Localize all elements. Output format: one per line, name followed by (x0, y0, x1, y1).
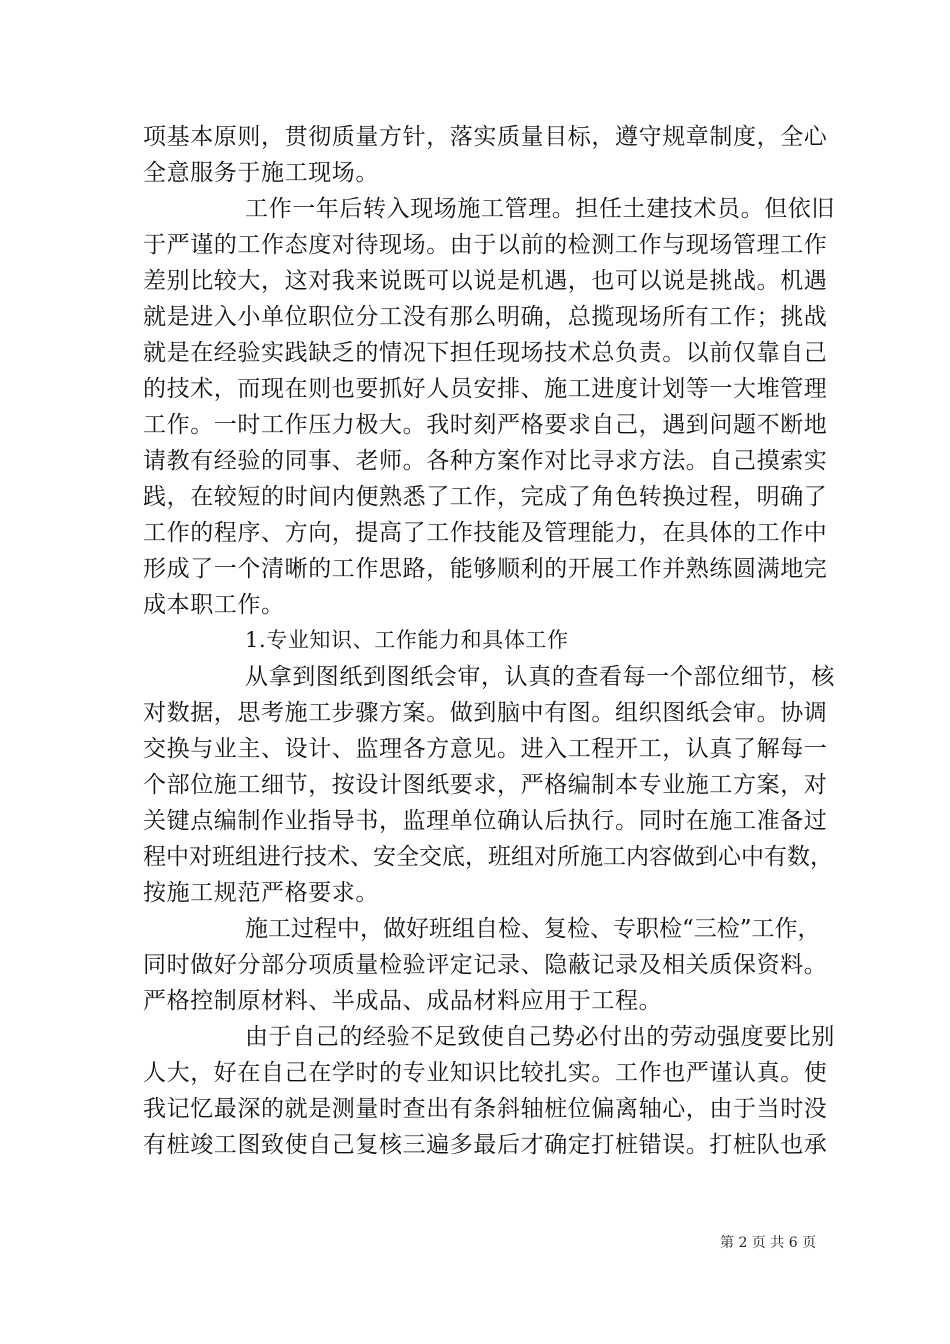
text-line: 请教有经验的同事、老师。各种方案作对比寻求方法。自己摸索实 (143, 448, 828, 474)
text-line: 于严谨的工作态度对待现场。由于以前的检测工作与现场管理工作 (143, 232, 828, 258)
text-line: 工作的程序、方向，提高了工作技能及管理能力，在具体的工作中 (143, 520, 828, 546)
text-line: 关键点编制作业指导书，监理单位确认后执行。同时在施工准备过 (143, 808, 828, 834)
text-line: 有桩竣工图致使自己复核三遍多最后才确定打桩错误。打桩队也承 (143, 1132, 828, 1158)
text-line: 施工过程中，做好班组自检、复检、专职检“三检”工作， (245, 916, 821, 942)
text-line: 就是在经验实践缺乏的情况下担任现场技术总负责。以前仅靠自己 (143, 340, 828, 366)
text-line: 差别比较大，这对我来说既可以说是机遇，也可以说是挑战。机遇 (143, 268, 828, 294)
text-line: 从拿到图纸到图纸会审，认真的查看每一个部位细节，核 (245, 664, 835, 690)
text-line: 工作。一时工作压力极大。我时刻严格要求自己，遇到问题不断地 (143, 412, 828, 438)
section-heading: 1.专业知识、工作能力和具体工作 (245, 628, 569, 652)
text-line: 就是进入小单位职位分工没有那么明确，总揽现场所有工作；挑战 (143, 304, 828, 330)
text-line: 形成了一个清晰的工作思路，能够顺利的开展工作并熟练圆满地完 (143, 556, 828, 582)
text-line: 按施工规范严格要求。 (143, 880, 379, 906)
text-line: 程中对班组进行技术、安全交底，班组对所施工内容做到心中有数， (143, 844, 833, 870)
text-line: 工作一年后转入现场施工管理。担任土建技术员。但依旧 (245, 196, 835, 222)
text-line: 践，在较短的时间内便熟悉了工作，完成了角色转换过程，明确了 (143, 484, 828, 510)
text-line: 项基本原则，贯彻质量方针，落实质量目标，遵守规章制度，全心 (143, 124, 828, 150)
text-line: 的技术，而现在则也要抓好人员安排、施工进度计划等一大堆管理 (143, 376, 828, 402)
page-number-footer: 第 2 页 共 6 页 (720, 1235, 817, 1251)
text-line: 全意服务于施工现场。 (143, 160, 379, 186)
text-line: 对数据，思考施工步骤方案。做到脑中有图。组织图纸会审。协调 (143, 700, 828, 726)
text-line: 严格控制原材料、半成品、成品材料应用于工程。 (143, 988, 663, 1014)
text-line: 个部位施工细节，按设计图纸要求，严格编制本专业施工方案，对 (143, 772, 828, 798)
text-line: 我记忆最深的就是测量时查出有条斜轴桩位偏离轴心，由于当时没 (143, 1096, 828, 1122)
text-line: 同时做好分部分项质量检验评定记录、隐蔽记录及相关质保资料。 (143, 952, 828, 978)
text-line: 由于自己的经验不足致使自己势必付出的劳动强度要比别 (245, 1024, 835, 1050)
text-line: 交换与业主、设计、监理各方意见。进入工程开工，认真了解每一 (143, 736, 828, 762)
text-line: 人大，好在自己在学时的专业知识比较扎实。工作也严谨认真。使 (143, 1060, 828, 1086)
text-line: 成本职工作。 (143, 592, 285, 618)
